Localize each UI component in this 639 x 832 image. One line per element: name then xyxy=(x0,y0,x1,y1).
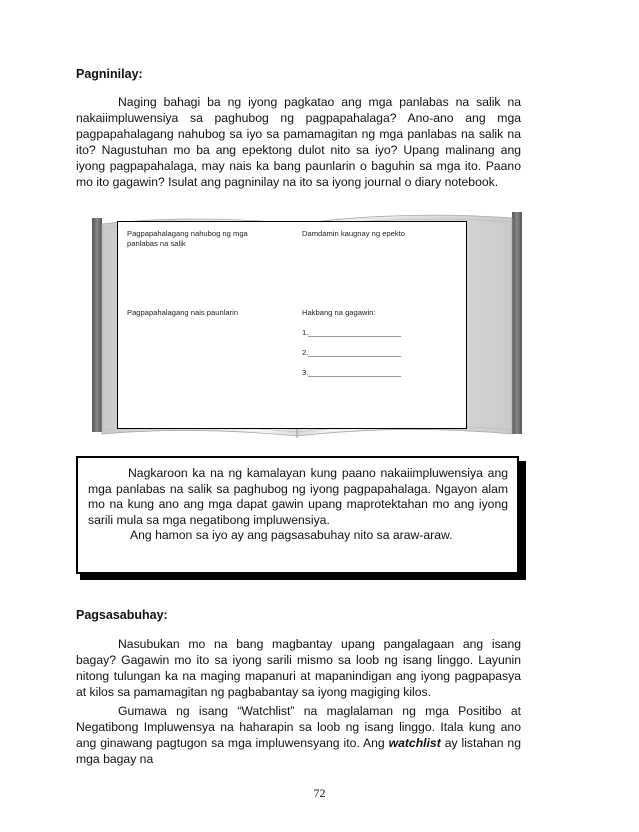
application-paragraph-1: Nasubukan mo na bang magbantay upang pangalagaan ang isang bagay? Gagawin mo ito sa iyong sarili mismo sa loob ng isang linggo. Layunin nitong tulungan ka na maging mapanuri at mapanindigan ang iyong pagpapasya at kilos sa pamamagitan ng pagbabantay sa iyong magiging kilos. xyxy=(76,637,521,699)
cell-values-formed: Pagpapahalagang nahubog ng mga panlabas na salik xyxy=(127,229,248,248)
cell-feelings: Damdamin kaugnay ng epekto xyxy=(302,229,406,238)
watchlist-tail: ay listahan ng mga bagay na xyxy=(76,736,521,766)
watchlist-term: watchlist xyxy=(388,736,441,750)
step-line-3: 3.______________________ xyxy=(302,368,402,377)
cell-steps: Hakbang na gagawin: xyxy=(302,308,376,317)
watchlist-intro: Gumawa ng isang “Watchlist” na maglalaman ng mga Positibo at Negatibong Impluwensya na haharapin sa loob ng isang linggo. Itala kung ano ang ginawang pagtugon sa mga impluwensyang ito. Ang xyxy=(76,704,521,750)
reflection-title: Pagninilay: xyxy=(76,67,143,81)
application-title: Pagsasabuhay: xyxy=(76,608,168,622)
application-paragraph-2 xyxy=(76,703,521,767)
page-number: 72 xyxy=(313,786,326,800)
reflection-table xyxy=(117,221,467,429)
step-line-1: 1.______________________ xyxy=(302,328,402,337)
reflection-paragraph: Naging bahagi ba ng iyong pagkatao ang mga panlabas na salik na nakaiimpluwensiya sa paghubog ng pagpapahalaga? Ano-ano ang mga pagpapahalagang nahubog sa iyo sa pamamagitan ng mga panlabas na salik na ito? Nagustuhan mo ba ang epektong dulot nito sa iyo? Upang malinang ang iyong pagpapahalaga, may nais ka bang paunlarin o baguhin sa mga ito. Paano mo ito gagawin? Isulat ang pagninilay na ito sa iyong journal o diary notebook. xyxy=(76,95,521,189)
cell-values-improve: Pagpapahalagang nais paunlarin xyxy=(127,308,239,317)
step-line-2: 2.______________________ xyxy=(302,348,402,357)
summary-challenge: Ang hamon sa iyo ay ang pagsasabuhay nito sa araw-araw. xyxy=(130,528,453,542)
summary-box xyxy=(76,456,519,574)
summary-paragraph: Nagkaroon ka na ng kamalayan kung paano nakaiimpluwensiya ang mga panlabas na salik sa paghubog ng iyong pagpapahalaga. Ngayon alam mo na kung ano ang mga dapat gawin upang maprotektahan mo ang iyong sarili mula sa mga negatibong impluwensiya. xyxy=(88,466,508,527)
